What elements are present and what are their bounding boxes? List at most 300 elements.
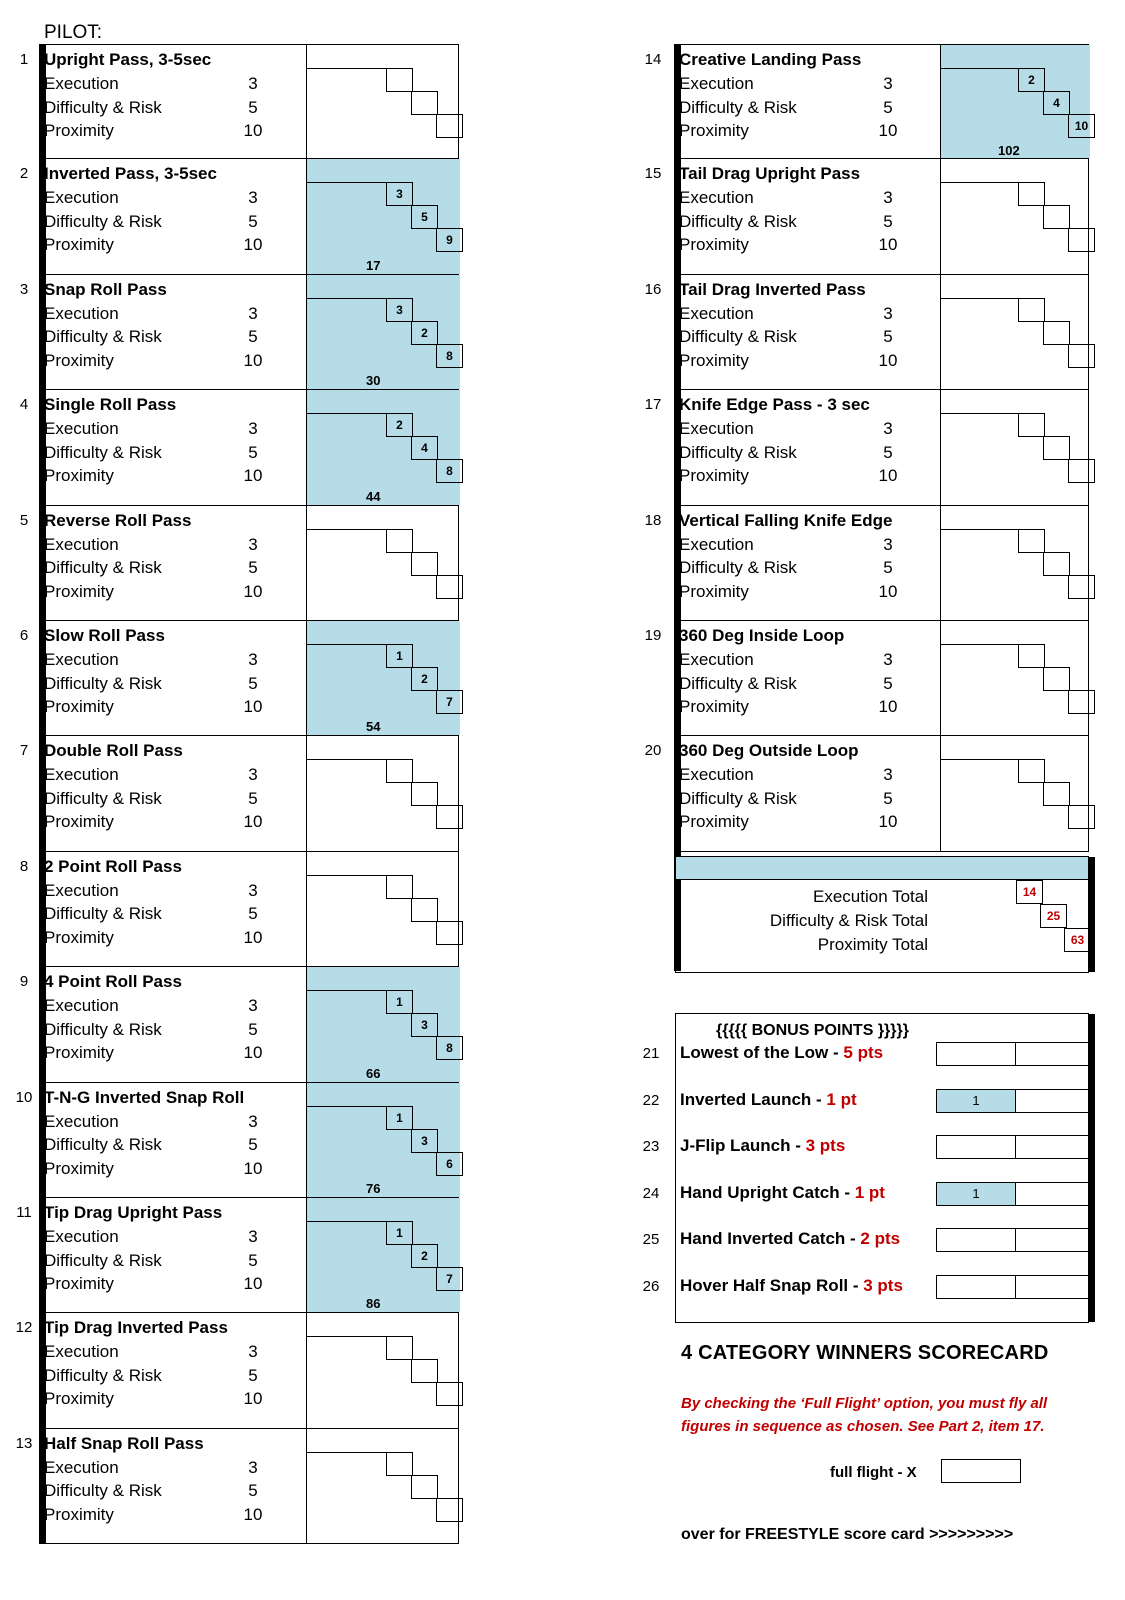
score-area[interactable] xyxy=(306,967,460,1081)
difficulty-label: Difficulty & Risk xyxy=(44,1365,162,1385)
difficulty-max-value: 5 xyxy=(883,211,893,231)
difficulty-label: Difficulty & Risk xyxy=(44,1250,162,1270)
figure-labels xyxy=(679,50,936,145)
score-area[interactable] xyxy=(940,275,1090,389)
execution-score-box[interactable] xyxy=(386,68,413,92)
figure-labels xyxy=(679,626,936,721)
execution-max-value: 3 xyxy=(248,534,258,554)
proximity-label: Proximity xyxy=(679,121,749,140)
proximity-max-value: 10 xyxy=(243,697,263,716)
figure-title: 360 Deg Outside Loop xyxy=(679,741,859,761)
score-divider xyxy=(307,298,389,299)
difficulty-max-value: 5 xyxy=(248,442,258,462)
difficulty-score-box[interactable]: 2 xyxy=(411,321,438,345)
execution-max-value: 3 xyxy=(248,996,258,1016)
score-divider xyxy=(307,1106,389,1107)
difficulty-score-box[interactable] xyxy=(411,1359,438,1383)
difficulty-score-box[interactable] xyxy=(1043,205,1070,229)
proximity-score-box[interactable] xyxy=(1068,344,1095,368)
difficulty-max-value: 5 xyxy=(248,327,258,347)
execution-row xyxy=(679,650,936,674)
bonus-empty-cell[interactable] xyxy=(1015,1135,1090,1159)
bonus-value-cell[interactable] xyxy=(936,1135,1016,1159)
proximity-label: Proximity xyxy=(679,581,749,601)
figure-title: Half Snap Roll Pass xyxy=(44,1433,204,1453)
proximity-max-value: 10 xyxy=(243,1043,263,1063)
execution-row xyxy=(679,74,936,98)
proximity-label: Proximity xyxy=(44,812,114,832)
difficulty-score-box[interactable] xyxy=(1043,667,1070,691)
difficulty-row xyxy=(44,98,301,122)
difficulty-score-box[interactable] xyxy=(411,782,438,806)
difficulty-label: Difficulty & Risk xyxy=(44,1481,162,1501)
proximity-max-value: 10 xyxy=(878,581,898,601)
difficulty-score-box[interactable] xyxy=(411,91,438,115)
figure-number: 3 xyxy=(19,280,29,298)
figure-number: 1 xyxy=(19,51,29,68)
execution-row xyxy=(44,1112,301,1136)
proximity-max-value: 10 xyxy=(878,466,898,486)
figure-15 xyxy=(644,159,1089,274)
proximity-row xyxy=(44,1159,301,1183)
figure-labels xyxy=(679,511,936,606)
proximity-score-box[interactable]: 10 xyxy=(1068,114,1095,138)
difficulty-score-box[interactable] xyxy=(1043,436,1070,460)
proximity-score-box[interactable] xyxy=(436,805,463,829)
difficulty-max-value: 5 xyxy=(883,558,893,578)
figure-16 xyxy=(644,275,1089,390)
figure-title: Vertical Falling Knife Edge xyxy=(679,510,893,530)
bonus-empty-cell[interactable] xyxy=(1015,1089,1090,1113)
proximity-label: Proximity xyxy=(44,121,114,140)
score-divider xyxy=(941,413,1023,414)
bonus-panel xyxy=(642,1013,1089,1323)
proximity-row xyxy=(679,351,936,375)
execution-max-value: 3 xyxy=(248,1342,258,1362)
figure-labels xyxy=(44,857,301,952)
difficulty-label: Difficulty & Risk xyxy=(679,211,797,231)
score-area[interactable] xyxy=(306,736,460,850)
difficulty-label: Difficulty & Risk xyxy=(44,211,162,231)
proximity-score-box[interactable]: 7 xyxy=(436,1267,463,1291)
execution-row xyxy=(44,650,301,674)
figure-number: 8 xyxy=(19,857,29,875)
execution-row xyxy=(44,419,301,443)
proximity-score-box[interactable] xyxy=(436,1382,463,1406)
execution-row xyxy=(44,304,301,328)
score-area[interactable] xyxy=(306,852,460,966)
score-divider xyxy=(941,759,1023,760)
bonus-points: 1 pt xyxy=(854,1182,885,1202)
score-area[interactable] xyxy=(940,736,1090,850)
bonus-heading: {{{{{ BONUS POINTS }}}}} xyxy=(716,1022,909,1039)
proximity-score-box[interactable] xyxy=(1068,459,1095,483)
difficulty-score-box[interactable]: 2 xyxy=(411,667,438,691)
proximity-row xyxy=(679,235,936,259)
execution-max-value: 3 xyxy=(248,1227,258,1246)
bonus-empty-cell[interactable] xyxy=(1015,1228,1090,1252)
score-area[interactable] xyxy=(940,506,1090,620)
score-area[interactable] xyxy=(306,1198,460,1312)
execution-label: Execution xyxy=(679,74,754,93)
execution-label: Execution xyxy=(679,188,754,208)
difficulty-row xyxy=(44,558,301,582)
figure-title: Tail Drag Inverted Pass xyxy=(679,279,866,299)
execution-label: Execution xyxy=(679,534,754,554)
score-area[interactable] xyxy=(306,275,460,389)
difficulty-row xyxy=(44,674,301,698)
execution-label: Execution xyxy=(679,419,754,439)
proximity-max-value: 10 xyxy=(878,350,898,370)
difficulty-row xyxy=(44,789,301,813)
bonus-value-cell[interactable]: 1 xyxy=(936,1182,1016,1206)
difficulty-max-value: 5 xyxy=(248,788,258,808)
figure-number: 20 xyxy=(644,742,662,760)
score-divider xyxy=(307,875,389,876)
proximity-row xyxy=(44,235,301,259)
figure-labels xyxy=(44,972,301,1067)
running-total: 44 xyxy=(366,488,381,504)
proximity-max-value: 10 xyxy=(243,927,263,947)
score-area[interactable] xyxy=(306,1083,460,1197)
difficulty-label: Difficulty & Risk xyxy=(44,788,162,808)
execution-score-box[interactable] xyxy=(1018,529,1045,553)
execution-label: Execution xyxy=(44,74,119,93)
execution-score-box[interactable] xyxy=(1018,182,1045,206)
execution-label: Execution xyxy=(44,1227,119,1246)
proximity-score-box[interactable]: 7 xyxy=(436,690,463,714)
bonus-value-cell[interactable] xyxy=(936,1275,1016,1299)
figure-labels xyxy=(44,626,301,721)
difficulty-row xyxy=(679,674,936,698)
bonus-label-text: Inverted Launch - xyxy=(680,1089,827,1109)
proximity-row xyxy=(44,928,301,952)
proximity-label: Proximity xyxy=(679,697,749,716)
proximity-score-box[interactable] xyxy=(1068,805,1095,829)
proximity-score-box[interactable] xyxy=(1068,690,1095,714)
difficulty-row xyxy=(44,212,301,236)
difficulty-score-box[interactable]: 4 xyxy=(1043,91,1070,115)
figure-labels xyxy=(44,280,301,375)
difficulty-score-box[interactable] xyxy=(1043,552,1070,576)
execution-max-value: 3 xyxy=(248,1457,258,1477)
running-total: 102 xyxy=(998,143,1020,159)
proximity-row xyxy=(679,121,936,145)
execution-max-value: 3 xyxy=(248,765,258,785)
difficulty-score-box[interactable] xyxy=(1043,782,1070,806)
score-area[interactable] xyxy=(306,1313,460,1427)
proximity-label: Proximity xyxy=(44,927,114,947)
proximity-score-box[interactable] xyxy=(436,1498,463,1522)
difficulty-max-value: 5 xyxy=(248,904,258,924)
score-area[interactable] xyxy=(306,1429,460,1543)
figure-title: 2 Point Roll Pass xyxy=(44,856,182,876)
execution-row xyxy=(679,765,936,789)
figure-10 xyxy=(15,1083,459,1198)
execution-score-box[interactable]: 1 xyxy=(386,990,413,1014)
figure-labels xyxy=(679,164,936,259)
execution-score-box[interactable] xyxy=(1018,413,1045,437)
score-divider xyxy=(307,759,389,760)
bonus-label-text: J-Flip Launch - xyxy=(680,1136,806,1155)
execution-score-box[interactable]: 2 xyxy=(1018,68,1045,92)
figure-title: T-N-G Inverted Snap Roll xyxy=(44,1087,245,1107)
difficulty-row xyxy=(679,558,936,582)
proximity-max-value: 10 xyxy=(878,697,898,716)
figure-labels xyxy=(679,741,936,836)
figure-number: 6 xyxy=(19,627,29,644)
score-area[interactable] xyxy=(306,390,460,504)
bonus-number: 22 xyxy=(642,1091,660,1109)
difficulty-score-box[interactable] xyxy=(411,898,438,922)
bonus-value-cell[interactable] xyxy=(936,1042,1016,1066)
execution-score-box[interactable] xyxy=(1018,298,1045,322)
proximity-row xyxy=(679,697,936,721)
proximity-max-value: 10 xyxy=(878,812,898,832)
execution-score-box[interactable] xyxy=(386,759,413,783)
score-area[interactable] xyxy=(940,45,1090,158)
difficulty-max-value: 5 xyxy=(248,97,258,117)
difficulty-score-box[interactable] xyxy=(411,552,438,576)
figure-number: 4 xyxy=(19,396,29,414)
proximity-row xyxy=(44,1389,301,1413)
score-divider xyxy=(307,529,389,530)
score-divider xyxy=(941,182,1023,183)
difficulty-row xyxy=(44,443,301,467)
proximity-score-box[interactable]: 9 xyxy=(436,228,463,252)
figure-number: 9 xyxy=(19,973,29,991)
bonus-item-23 xyxy=(642,1135,1088,1159)
execution-row xyxy=(679,304,936,328)
proximity-max-value: 10 xyxy=(243,581,263,601)
execution-label: Execution xyxy=(44,1111,119,1131)
totals-shadow-bar xyxy=(1088,857,1095,972)
score-area[interactable] xyxy=(306,45,460,158)
execution-score-box[interactable] xyxy=(386,1336,413,1360)
figure-number: 15 xyxy=(644,165,662,183)
difficulty-score-box[interactable]: 5 xyxy=(411,205,438,229)
execution-row xyxy=(44,765,301,789)
bonus-value-cell[interactable]: 1 xyxy=(936,1089,1016,1113)
proximity-score-box[interactable]: 6 xyxy=(436,1152,463,1176)
bonus-points: 3 pts xyxy=(863,1275,903,1295)
difficulty-score-box[interactable] xyxy=(411,1475,438,1499)
execution-score-box[interactable] xyxy=(386,875,413,899)
bonus-label xyxy=(680,1276,903,1296)
proximity-score-box[interactable]: 8 xyxy=(436,459,463,483)
execution-score-box[interactable]: 2 xyxy=(386,413,413,437)
difficulty-score-box[interactable]: 3 xyxy=(411,1129,438,1153)
execution-score-box[interactable] xyxy=(1018,759,1045,783)
running-total: 30 xyxy=(366,373,381,389)
bonus-empty-cell[interactable] xyxy=(1015,1182,1090,1206)
proximity-score-box[interactable] xyxy=(436,114,463,138)
proximity-score-box[interactable]: 8 xyxy=(436,1036,463,1060)
difficulty-row xyxy=(44,1366,301,1390)
proximity-max-value: 10 xyxy=(878,235,898,255)
over-note-prefix: over for xyxy=(681,1526,746,1543)
execution-label: Execution xyxy=(44,303,119,323)
proximity-score-box[interactable] xyxy=(436,575,463,599)
execution-label: Execution xyxy=(44,534,119,554)
score-divider xyxy=(941,644,1023,645)
proximity-label: Proximity xyxy=(679,350,749,370)
bonus-label-text: Hand Inverted Catch - xyxy=(680,1229,861,1248)
proximity-row xyxy=(44,812,301,836)
running-total: 76 xyxy=(366,1180,381,1196)
running-total: 54 xyxy=(366,719,381,735)
figure-number: 12 xyxy=(15,1319,33,1337)
figure-18 xyxy=(644,506,1089,621)
figure-title: Knife Edge Pass - 3 sec xyxy=(679,395,870,415)
execution-row xyxy=(679,535,936,559)
difficulty-score-box[interactable]: 2 xyxy=(411,1244,438,1268)
proximity-row xyxy=(44,121,301,145)
full-flight-label: full flight - X xyxy=(830,1464,917,1481)
difficulty-score-box[interactable] xyxy=(1043,321,1070,345)
execution-max-value: 3 xyxy=(248,419,258,439)
score-divider xyxy=(307,1452,389,1453)
score-area[interactable] xyxy=(306,621,460,735)
execution-max-value: 3 xyxy=(883,650,893,669)
difficulty-row xyxy=(679,789,936,813)
figure-title: Tip Drag Upright Pass xyxy=(44,1203,223,1222)
bonus-number: 23 xyxy=(642,1138,660,1155)
difficulty-label: Difficulty & Risk xyxy=(679,97,797,117)
bonus-number: 26 xyxy=(642,1277,660,1295)
execution-row xyxy=(44,996,301,1020)
difficulty-max-value: 5 xyxy=(248,211,258,231)
proximity-row xyxy=(679,582,936,606)
figure-number: 7 xyxy=(19,742,29,760)
bonus-value-cell[interactable] xyxy=(936,1228,1016,1252)
bonus-empty-cell[interactable] xyxy=(1015,1275,1090,1299)
score-divider xyxy=(941,529,1023,530)
difficulty-label: Difficulty & Risk xyxy=(679,327,797,347)
figure-labels xyxy=(44,1203,301,1298)
figure-4 xyxy=(19,390,459,505)
proximity-label: Proximity xyxy=(44,1389,114,1409)
figure-title: Tip Drag Inverted Pass xyxy=(44,1318,228,1338)
difficulty-label: Difficulty & Risk xyxy=(679,673,797,693)
bonus-empty-cell[interactable] xyxy=(1015,1042,1090,1066)
execution-row xyxy=(679,188,936,212)
score-divider xyxy=(307,68,389,69)
score-area[interactable] xyxy=(940,159,1090,273)
figure-labels xyxy=(44,1318,301,1413)
figure-7 xyxy=(19,736,459,851)
difficulty-max-value: 5 xyxy=(883,97,893,117)
figure-6 xyxy=(19,621,459,736)
difficulty-label: Difficulty & Risk xyxy=(44,673,162,693)
running-total: 66 xyxy=(366,1065,381,1081)
totals-panel xyxy=(675,856,1089,973)
figure-13 xyxy=(15,1429,459,1544)
proximity-score-box[interactable] xyxy=(1068,575,1095,599)
difficulty-total-value: 25 xyxy=(1040,904,1067,928)
over-note-bold: FREESTYLE xyxy=(745,1526,840,1543)
execution-max-value: 3 xyxy=(883,303,893,323)
proximity-label: Proximity xyxy=(679,235,749,255)
difficulty-max-value: 5 xyxy=(248,1365,258,1385)
difficulty-max-value: 5 xyxy=(248,673,258,693)
proximity-score-box[interactable] xyxy=(1068,228,1095,252)
execution-score-box[interactable] xyxy=(386,1452,413,1476)
figure-labels xyxy=(44,741,301,836)
figure-2 xyxy=(19,159,459,274)
execution-label: Execution xyxy=(44,996,119,1016)
bonus-label-text: Lowest of the Low - xyxy=(680,1043,844,1062)
difficulty-label: Difficulty & Risk xyxy=(44,327,162,347)
execution-score-box[interactable]: 3 xyxy=(386,298,413,322)
execution-max-value: 3 xyxy=(248,188,258,208)
proximity-max-value: 10 xyxy=(243,350,263,370)
figure-number: 13 xyxy=(15,1434,33,1452)
execution-max-value: 3 xyxy=(248,74,258,93)
difficulty-label: Difficulty & Risk xyxy=(44,1019,162,1039)
full-flight-checkbox[interactable] xyxy=(941,1459,1021,1483)
figure-8 xyxy=(19,852,459,967)
pilot-label: PILOT: xyxy=(44,22,103,43)
figure-labels xyxy=(679,395,936,490)
difficulty-max-value: 5 xyxy=(248,1135,258,1155)
difficulty-score-box[interactable]: 4 xyxy=(411,436,438,460)
execution-row xyxy=(44,1342,301,1366)
proximity-row xyxy=(44,582,301,606)
figure-17 xyxy=(644,390,1089,505)
figure-title: Creative Landing Pass xyxy=(679,50,862,69)
execution-score-box[interactable] xyxy=(1018,644,1045,668)
execution-score-box[interactable] xyxy=(386,529,413,553)
score-divider xyxy=(941,298,1023,299)
figure-title: Single Roll Pass xyxy=(44,395,177,415)
figure-9 xyxy=(19,967,459,1082)
figure-11 xyxy=(16,1198,459,1313)
bonus-label-text: Hover Half Snap Roll - xyxy=(680,1275,864,1295)
execution-max-value: 3 xyxy=(883,74,893,93)
execution-row xyxy=(44,881,301,905)
bonus-points: 3 pts xyxy=(805,1136,846,1155)
figure-title: Upright Pass, 3-5sec xyxy=(44,50,212,69)
proximity-score-box[interactable] xyxy=(436,921,463,945)
execution-score-box[interactable]: 1 xyxy=(386,1106,413,1130)
score-area[interactable] xyxy=(940,621,1090,735)
figure-labels xyxy=(44,1434,301,1529)
execution-row xyxy=(44,535,301,559)
bonus-label-text: Hand Upright Catch - xyxy=(680,1182,855,1202)
score-area[interactable] xyxy=(940,390,1090,504)
score-area[interactable] xyxy=(306,159,460,273)
difficulty-row xyxy=(44,1481,301,1505)
figure-title: Snap Roll Pass xyxy=(44,279,167,299)
proximity-score-box[interactable]: 8 xyxy=(436,344,463,368)
score-divider xyxy=(307,1221,389,1222)
difficulty-score-box[interactable]: 3 xyxy=(411,1013,438,1037)
proximity-label: Proximity xyxy=(44,581,114,601)
figure-title: Double Roll Pass xyxy=(44,741,183,761)
execution-row xyxy=(44,188,301,212)
execution-label: Execution xyxy=(679,303,754,323)
difficulty-label: Difficulty & Risk xyxy=(44,442,162,462)
figure-labels xyxy=(44,164,301,259)
difficulty-max-value: 5 xyxy=(883,673,893,693)
score-area[interactable] xyxy=(306,506,460,620)
execution-score-box[interactable]: 1 xyxy=(386,1221,413,1245)
execution-score-box[interactable]: 1 xyxy=(386,644,413,668)
execution-score-box[interactable]: 3 xyxy=(386,182,413,206)
difficulty-label: Difficulty & Risk xyxy=(679,442,797,462)
figure-title: Reverse Roll Pass xyxy=(44,510,192,530)
